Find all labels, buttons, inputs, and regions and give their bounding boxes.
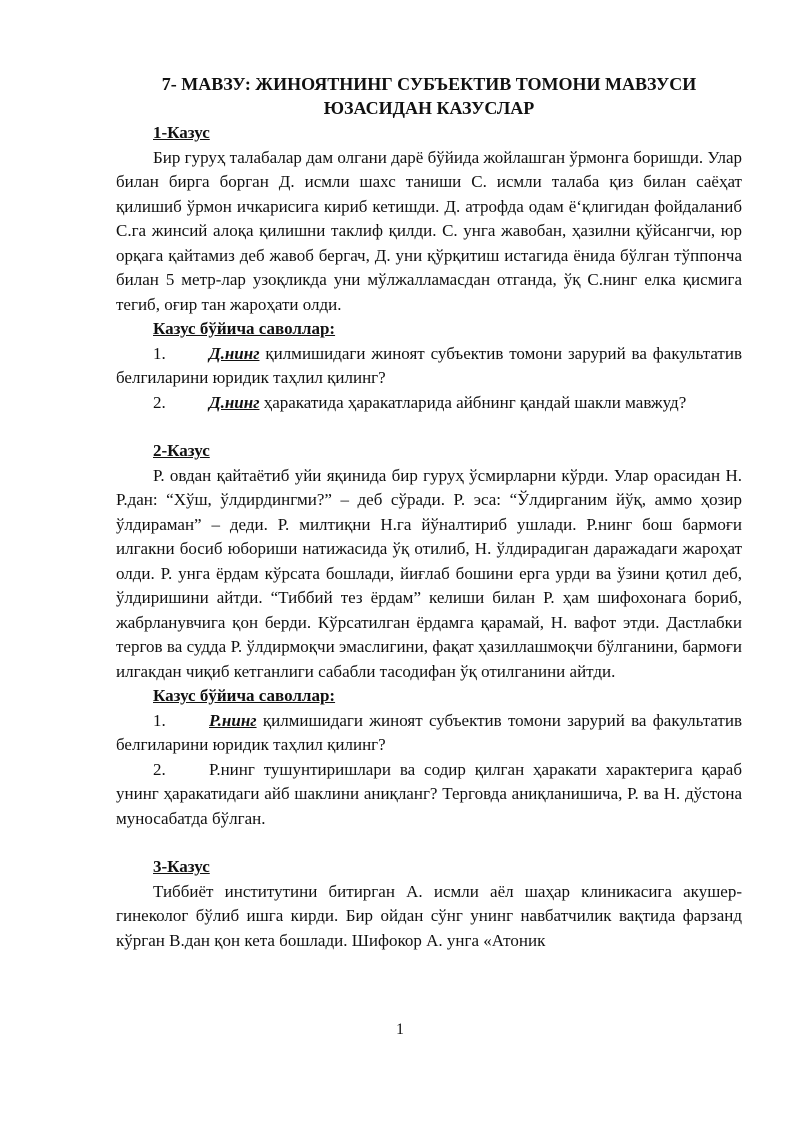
case-1-heading: 1-Казус (153, 123, 210, 142)
page-title: 7- МАВЗУ: ЖИНОЯТНИНГ СУБЪЕКТИВ ТОМОНИ МАВЗУСИ ЮЗАСИДАН КАЗУСЛАР (161, 74, 697, 118)
case-3-heading: 3-Казус (153, 857, 210, 876)
case-1-questions-heading: Казус бўйича саволлар: (153, 319, 336, 338)
case-2-heading: 2-Казус (153, 441, 210, 460)
question-subject: Д.нинг (209, 392, 260, 412)
case-2-question-2 (116, 758, 742, 832)
case-1-question-1 (116, 342, 742, 391)
question-text: қилмишидаги жиноят субъектив томони зарурий ва факультатив белгиларини юридик таҳлил қилинг? (116, 343, 742, 387)
case-1-text: Бир гуруҳ талабалар дам олгани дарё бўйида жойлашган ўрмонга боришди. Улар билан бирга борган Д. исмли шахс таниши С. исмли талаба қиз билан саёҳат қилишиб ўрмон ичкарисига кириб кетишди. Д. атрофда одам ёʻқлигидан фойдаланиб С.га жинсий алоқа қилишни таклиф қилди. С. унга жавобан, ҳазилни қўйсангчи, юр орқага қайтамиз деб жавоб бергач, Д. уни қўрқитиш истагида ёнида бўлган тўппонча билан 5 метр-лар узоқликда уни мўлжалламасдан отганда, ўқ С.нинг елка қисмига тегиб, оғир тан жароҳати олди. (116, 147, 742, 314)
case-1-question-2 (116, 391, 742, 416)
question-text: ҳаракатида ҳаракатларида айбнинг қандай шакли мавжуд? (259, 392, 687, 412)
question-number: 2. (153, 759, 166, 779)
question-text: қилмишидаги жиноят субъектив томони зарурий ва факультатив белгиларини юридик таҳлил қилинг? (116, 710, 742, 754)
page-number: 1 (396, 1021, 404, 1038)
case-3-text: Тиббиёт институтини битирган А. исмли аёл шаҳар клиникасига акушер-гинеколог бўлиб ишга кирди. Бир ойдан сўнг унинг навбатчилик вақтида фарзанд кўрган В.дан қон кета бошлади. Шифокор А. унга «Атоник (116, 881, 742, 950)
question-subject: Д.нинг (209, 343, 260, 363)
question-number: 1. (153, 710, 166, 730)
question-subject: Р.нинг (209, 710, 257, 730)
spacer (116, 415, 742, 439)
case-2-text: Р. овдан қайтаётиб уйи яқинида бир гуруҳ ўсмирларни кўрди. Улар орасидан Н. Р.дан: “Хўш, ўлдирдингми?” – деб сўради. Р. эса: “Ўлдирганим йўқ, аммо ҳозир ўлдираман” – деди. Р. милтиқни Н.га йўналтириб ушлади. Р.нинг бош бармоғи илгакни босиб юбориши натижасида ўқ отилиб, Н. ўлдирадиган даражадаги жароҳат олди. Р. унга ёрдам кўрсата бошлади, йиғлаб бошини ерга урди ва ўзини қотил деб, ўлдиришини айтди. “Тиббий тез ёрдам” келиши билан Р. ҳам шифохонага бориб, жабрланувчига қон берди. Кўрсатилган ёрдамга қарамай, Н. вафот этди. Дастлабки тергов ва судда Р. ўлдирмоқчи эмаслигини, фақат ҳазиллашмоқчи бўлганини, бармоғи илгакдан чиқиб кетганлиги сабабли тасодифан ўқ отилганини айтди. (116, 465, 742, 681)
spacer (116, 831, 742, 855)
case-2-question-1 (116, 709, 742, 758)
question-number: 2. (153, 392, 166, 412)
document-content (116, 72, 742, 953)
question-text: Р.нинг тушунтиришлари ва содир қилган ҳаракати характерига қараб унинг ҳаракатидаги айб шаклини аниқланг? Терговда аниқланишича, Р. ва Н. дўстона муносабатда бўлган. (116, 759, 742, 828)
question-number: 1. (153, 343, 166, 363)
case-2-questions-heading: Казус бўйича саволлар: (153, 686, 336, 705)
